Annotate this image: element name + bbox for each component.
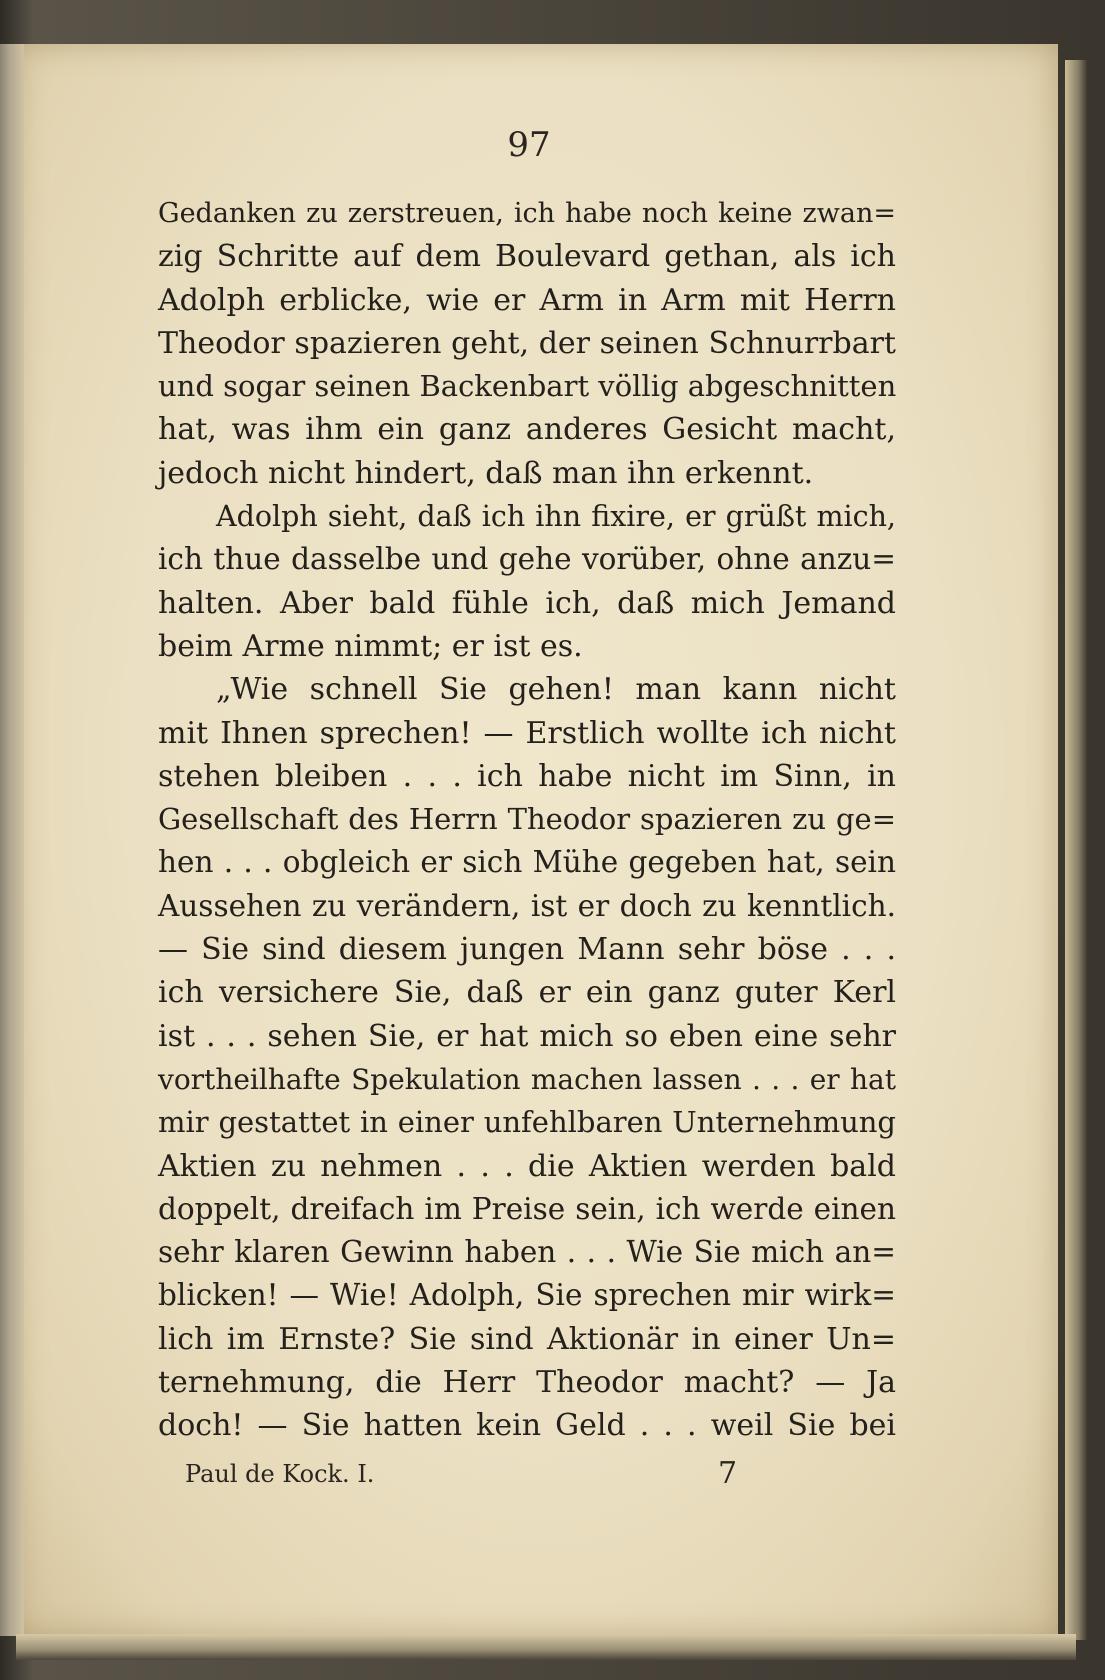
text-line: Gedanken zu zerstreuen, ich habe noch keine zwan= [158,198,896,229]
text-line: ternehmung, die Herr Theodor macht? — Ja [158,1365,896,1401]
signature-mark: 7 [718,1456,738,1491]
text-line: doppelt, dreifach im Preise sein, ich werde einen [158,1191,896,1226]
text-line: beim Arme nimmt; er ist es. [158,628,583,664]
text-line: hen . . . obgleich er sich Mühe gegeben hat, sein [158,845,896,880]
footer-author: Paul de Kock. I. [185,1460,375,1488]
page-binding [0,44,24,1636]
page-bottom-edge [16,1634,1076,1660]
text-line: Adolph sieht, daß ich ihn fixire, er grüßt mich, [216,500,896,534]
text-line: — Sie sind diesem jungen Mann sehr böse . . . [158,932,896,968]
text-line: mit Ihnen sprechen! — Erstlich wollte ich nicht [158,715,896,751]
text-line: ist . . . sehen Sie, er hat mich so eben eine sehr [158,1018,896,1054]
text-line: ich thue dasselbe und gehe vorüber, ohne anzu= [158,542,896,577]
text-line: Aktien zu nehmen . . . die Aktien werden bald [158,1148,896,1184]
text-line: lich im Ernste? Sie sind Aktionär in einer Un= [158,1321,896,1357]
text-line: Aussehen zu verändern, ist er doch zu kenntlich. [158,888,896,923]
text-line: halten. Aber bald fühle ich, daß mich Jemand [158,585,896,621]
text-line: vortheilhafte Spekulation machen lassen . . . er hat [158,1062,896,1096]
text-line: Gesellschaft des Herrn Theodor spazieren zu ge= [158,802,896,837]
text-line: blicken! — Wie! Adolph, Sie sprechen mir wirk= [158,1278,896,1313]
text-line: und sogar seinen Backenbart völlig abgeschnitten [158,369,897,404]
text-line: zig Schritte auf dem Boulevard gethan, als ich [158,239,896,275]
page-number: 97 [507,125,551,165]
page-stack-edge [1065,60,1087,1640]
text-line: ich versichere Sie, daß er ein ganz guter Kerl [158,975,896,1011]
text-line: stehen bleiben . . . ich habe nicht im Sinn, in [158,758,896,794]
text-line: Theodor spazieren geht, der seinen Schnurrbart [158,325,896,361]
text-line: hat, was ihm ein ganz anderes Gesicht macht, [158,412,896,448]
text-line: Adolph erblicke, wie er Arm in Arm mit Herrn [158,282,896,318]
text-line: sehr klaren Gewinn haben . . . Wie Sie mich an= [158,1235,896,1270]
text-line: mir gestattet in einer unfehlbaren Unternehmung [158,1105,896,1140]
text-line: „Wie schnell Sie gehen! man kann nicht [216,672,896,708]
text-line: jedoch nicht hindert, daß man ihn erkennt. [158,455,814,491]
body-text [158,192,896,1448]
text-line: doch! — Sie hatten kein Geld . . . weil Sie bei [158,1408,896,1444]
